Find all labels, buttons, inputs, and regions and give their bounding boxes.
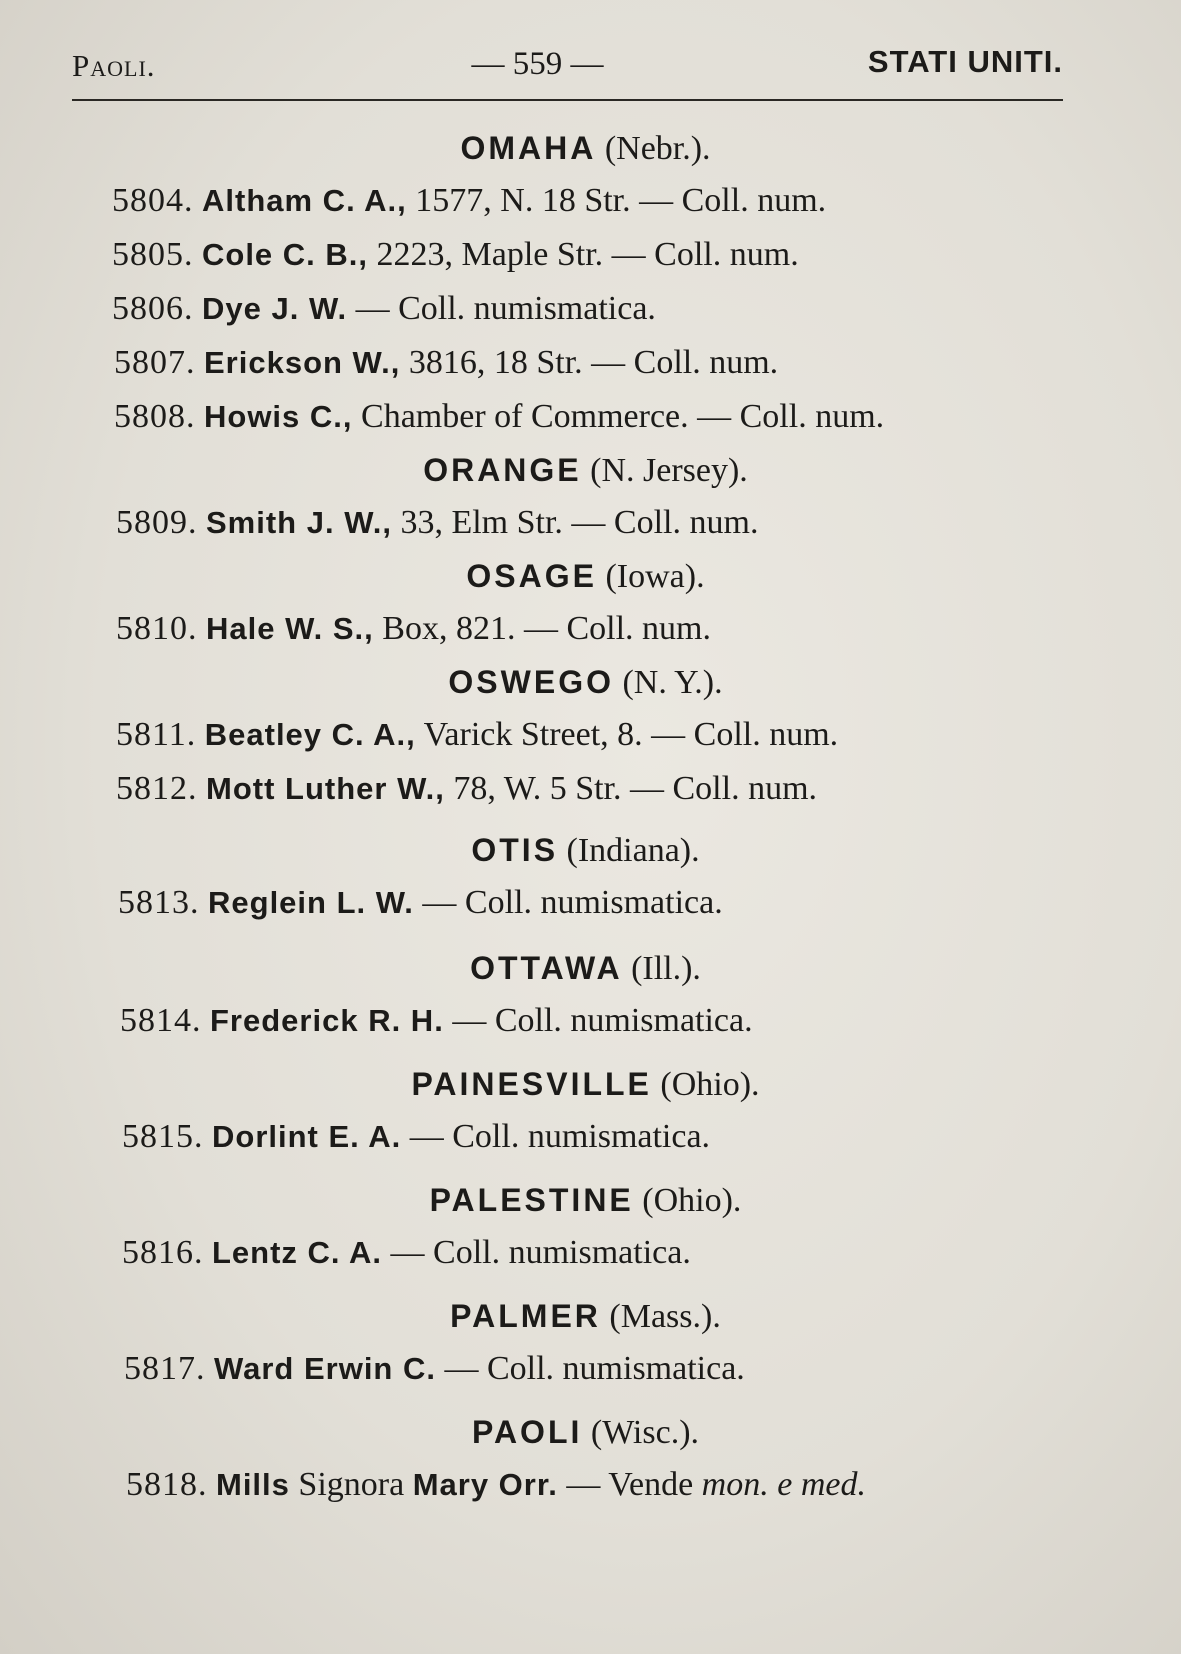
list-item (0, 1110, 1181, 1164)
list-item (0, 762, 1181, 816)
entry-number: 5817. (124, 1350, 206, 1387)
entry-number: 5809. (116, 504, 198, 541)
city-heading (0, 444, 1181, 496)
city-state: (Iowa). (605, 558, 705, 595)
entry-details: — Coll. numismatica. (401, 1118, 711, 1155)
entry-number: 5811. (116, 716, 197, 753)
city-state: (Wisc.). (590, 1414, 700, 1451)
list-item (0, 228, 1181, 282)
city-state: (Ohio). (660, 1066, 760, 1103)
city-heading (0, 1406, 1181, 1458)
entry-number: 5805. (112, 236, 194, 273)
city-state: (Mass.). (609, 1298, 721, 1335)
entry-number: 5815. (122, 1118, 204, 1155)
entry-details: 33, Elm Str. — Coll. num. (391, 504, 759, 541)
entry-number: 5810. (116, 610, 198, 647)
entry-details: 1577, N. 18 Str. — Coll. num. (406, 182, 827, 219)
entry-details: — Coll. numismatica. (435, 1350, 745, 1387)
entry-name: Altham C. A., (202, 183, 407, 218)
entry-details: Varick Street, 8. — Coll. num. (415, 716, 839, 753)
city-name: PAINESVILLE (411, 1066, 652, 1102)
entry-name: Cole C. B., (202, 237, 369, 272)
entry-number: 5808. (114, 398, 196, 435)
entry-name: Ward Erwin C. (214, 1351, 436, 1386)
city-name: ORANGE (423, 452, 582, 488)
city-name: OTIS (471, 832, 559, 868)
entry-details: — Coll. numismatica. (382, 1234, 691, 1271)
city-state: (Nebr.). (604, 130, 711, 167)
entry-details: — Coll. numismatica. (443, 1002, 753, 1039)
entry-details: — Vende (557, 1466, 702, 1503)
header-rule (72, 99, 1063, 101)
entry-number: 5813. (118, 884, 200, 921)
entry-name: Mary Orr. (412, 1467, 558, 1502)
directory-listing (0, 122, 1181, 1512)
city-state: (N. Jersey). (590, 452, 748, 489)
entry-name: Dorlint E. A. (212, 1119, 402, 1154)
entry-details: Box, 821. — Coll. num. (373, 610, 711, 647)
city-name: OTTAWA (470, 950, 623, 986)
entry-number: 5818. (126, 1466, 208, 1503)
list-item (0, 994, 1181, 1048)
entry-name: Lentz C. A. (212, 1235, 383, 1270)
city-name: OMAHA (460, 130, 597, 166)
running-head-left: Paoli. (72, 48, 156, 83)
entry-number: 5806. (112, 290, 194, 327)
city-state: (Indiana). (566, 832, 700, 869)
city-heading (0, 824, 1181, 876)
list-item (0, 708, 1181, 762)
city-heading (0, 656, 1181, 708)
entry-name: Dye J. W. (202, 291, 348, 326)
list-item (0, 390, 1181, 444)
city-heading (0, 1290, 1181, 1342)
entry-number: 5812. (116, 770, 198, 807)
entry-name: Smith J. W., (206, 505, 392, 540)
city-name: OSAGE (466, 558, 597, 594)
entry-details: Chamber of Commerce. — Coll. num. (352, 398, 885, 435)
list-item (0, 1342, 1181, 1396)
city-heading (0, 122, 1181, 174)
entry-number: 5807. (114, 344, 196, 381)
city-name: PAOLI (471, 1414, 583, 1450)
entry-details: — Coll. numismatica. (413, 884, 723, 921)
city-heading (0, 942, 1181, 994)
city-name: PALMER (450, 1298, 601, 1334)
entry-number: 5814. (120, 1002, 202, 1039)
entry-name: Reglein L. W. (208, 885, 414, 920)
city-name: OSWEGO (448, 664, 614, 700)
entry-details: 2223, Maple Str. — Coll. num. (368, 236, 799, 273)
entry-name: Erickson W., (204, 345, 401, 380)
entry-details: — Coll. numismatica. (347, 290, 656, 327)
list-item (0, 1458, 1181, 1512)
city-state: (Ohio). (642, 1182, 742, 1219)
entry-title: Signora (289, 1466, 413, 1503)
list-item (0, 876, 1181, 930)
list-item (0, 496, 1181, 550)
entry-number: 5816. (122, 1234, 204, 1271)
city-state: (N. Y.). (622, 664, 723, 701)
city-name: PALESTINE (429, 1182, 634, 1218)
list-item (0, 282, 1181, 336)
entry-name: Mott Luther W., (206, 771, 445, 806)
page-number: — 559 — (471, 46, 604, 82)
city-heading (0, 1058, 1181, 1110)
city-heading (0, 550, 1181, 602)
city-heading (0, 1174, 1181, 1226)
city-state: (Ill.). (631, 950, 701, 987)
list-item (0, 174, 1181, 228)
list-item (0, 1226, 1181, 1280)
entry-details-italic: mon. e med. (701, 1466, 866, 1503)
entry-name: Howis C., (204, 399, 353, 434)
list-item (0, 336, 1181, 390)
entry-name: Beatley C. A., (204, 717, 416, 752)
list-item (0, 602, 1181, 656)
entry-details: 3816, 18 Str. — Coll. num. (400, 344, 779, 381)
entry-name: Hale W. S., (206, 611, 374, 646)
entry-details: 78, W. 5 Str. — Coll. num. (444, 770, 818, 807)
running-head (72, 44, 1063, 90)
running-head-right: STATI UNITI. (867, 44, 1063, 79)
entry-name: Frederick R. H. (210, 1003, 444, 1038)
entry-name: Mills (216, 1467, 290, 1502)
entry-number: 5804. (112, 182, 194, 219)
